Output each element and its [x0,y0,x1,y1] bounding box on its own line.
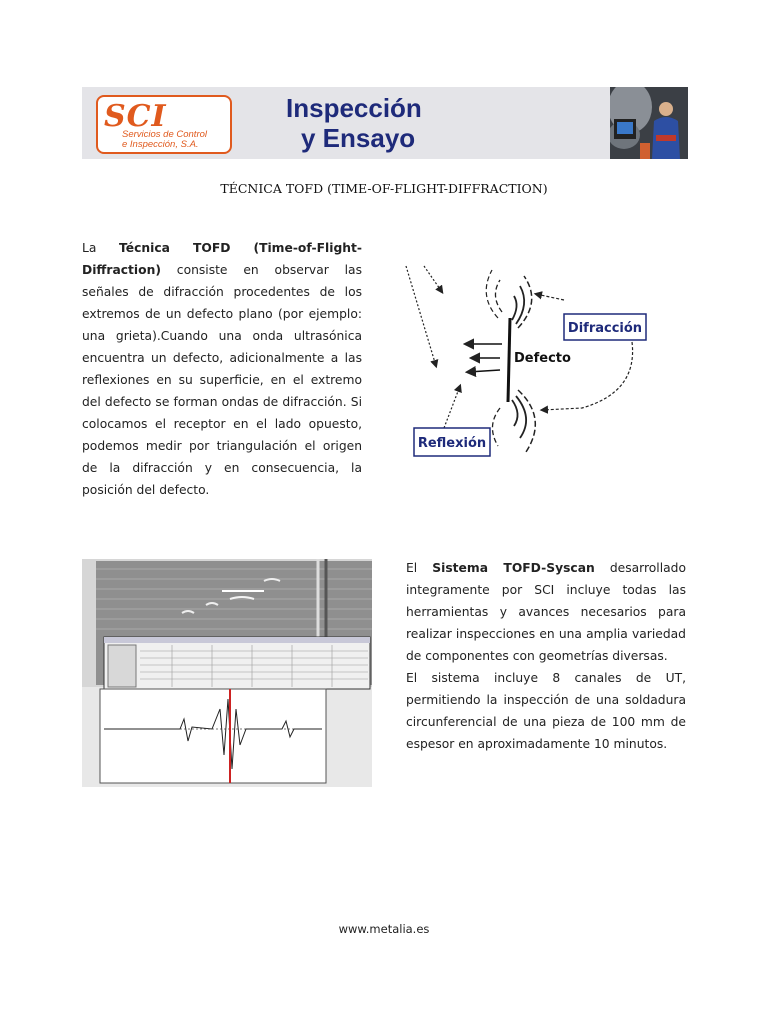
page-title: TÉCNICA TOFD (TIME-OF-FLIGHT-DIFFRACTION) [220,181,548,196]
label-defect: Defecto [514,351,571,366]
tofd-diffraction-diagram [402,262,654,462]
inspector-photo [610,87,688,159]
banner-title [286,93,422,153]
tofd-syscan-screenshots [82,559,372,787]
logo-subtitle: Servicios de Control e Inspección, S.A. [122,129,208,150]
tofd-term: Técnica TOFD (Time-of-Flight-Diffraction) [82,241,362,277]
label-reflection: Reflexión [417,436,487,451]
syscan-term: Sistema TOFD-Syscan [432,561,595,575]
logo-letters: SCI [104,99,167,134]
banner-title-line2: y Ensayo [301,123,416,153]
label-diffraction: Difracción [567,321,643,336]
tofd-description: La Técnica TOFD (Time-of-Flight-Diffraction) consiste en observar las señales de difracción procedentes de los extremos de un defecto plano (por ejemplo: una grieta).Cuando una onda ultrasónica encuentra un defecto, adicionalmente a las reflexiones en su superficie, en el extremo del defecto se forman ondas de difracción. Si colocamos el receptor en el lado opuesto, podemos medir por triangulación el origen de la difracción y en consecuencia, la posición del defecto. [82,241,362,497]
company-logo [96,95,232,154]
header-banner [82,87,688,159]
footer-url: www.metalia.es [338,922,430,936]
banner-title-line1: Inspección [286,93,422,123]
syscan-description: El Sistema TOFD-Syscan desarrollado integramente por SCI incluye todas las herramientas y avances necesarios para realizar inspecciones en una amplia variedad de componentes con geometrías diversas. El sistema incluye 8 canales de UT, permitiendo la inspección de una soldadura circunferencial de una pieza de 100 mm de espesor en aproximadamente 10 minutos. [406,561,686,751]
